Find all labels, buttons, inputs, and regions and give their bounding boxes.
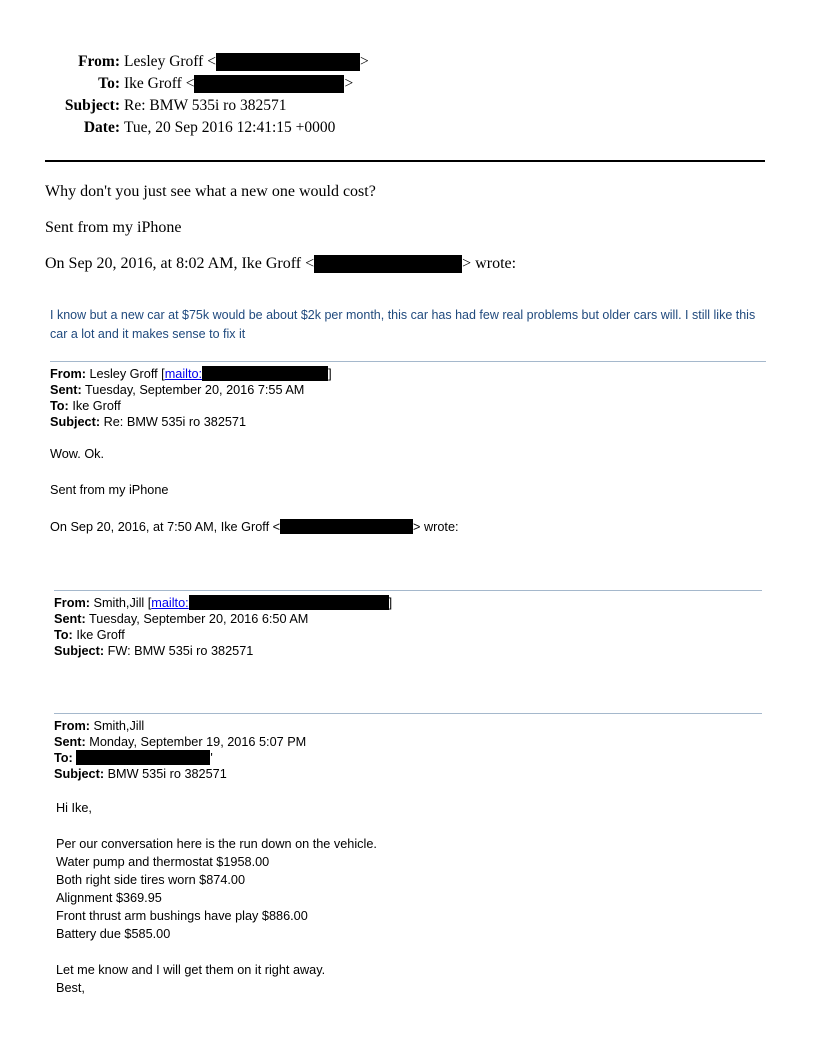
header-date-row bbox=[0, 119, 335, 137]
msg3-header bbox=[54, 595, 392, 659]
msg4-subject: BMW 535i ro 382571 bbox=[107, 767, 227, 781]
msg2-sent-label: Sent: bbox=[50, 383, 82, 397]
msg2-from-close: ] bbox=[328, 367, 332, 381]
msg3-from-name: Smith,Jill [ bbox=[93, 596, 152, 610]
msg4-closing-2: Best, bbox=[56, 981, 85, 995]
reply-quote-prefix: On Sep 20, 2016, at 8:02 AM, Ike Groff < bbox=[45, 255, 315, 272]
msg4-line: Water pump and thermostat $1958.00 bbox=[56, 855, 270, 869]
redacted-email bbox=[189, 595, 389, 610]
msg2-subject: Re: BMW 535i ro 382571 bbox=[103, 415, 247, 429]
header-subject-label: Subject: bbox=[64, 97, 120, 114]
message-divider bbox=[54, 590, 762, 591]
msg3-to: Ike Groff bbox=[76, 628, 125, 642]
msg3-to-label: To: bbox=[54, 628, 73, 642]
msg2-header bbox=[50, 366, 332, 430]
redacted-email bbox=[216, 53, 360, 71]
msg4-sent: Monday, September 19, 2016 5:07 PM bbox=[89, 735, 307, 749]
header-from-row bbox=[0, 53, 369, 71]
msg3-sent: Tuesday, September 20, 2016 6:50 AM bbox=[89, 612, 309, 626]
msg4-from-name: Smith,Jill bbox=[93, 719, 145, 733]
header-subject: Re: BMW 535i ro 382571 bbox=[124, 97, 287, 114]
msg2-quote-prefix: On Sep 20, 2016, at 7:50 AM, Ike Groff < bbox=[50, 520, 281, 534]
header-to-end: > bbox=[344, 75, 354, 92]
msg2-sent: Tuesday, September 20, 2016 7:55 AM bbox=[85, 383, 305, 397]
msg4-body bbox=[56, 835, 377, 943]
redacted-email bbox=[280, 519, 413, 534]
msg4-greeting: Hi Ike, bbox=[56, 801, 92, 815]
header-subject-row bbox=[0, 97, 286, 115]
msg2-from-row bbox=[50, 366, 332, 382]
msg2-from-label: From: bbox=[50, 367, 86, 381]
header-from-end: > bbox=[359, 53, 369, 70]
msg2-body-2: Sent from my iPhone bbox=[50, 483, 169, 497]
msg4-from-row bbox=[54, 718, 306, 734]
msg4-to-row bbox=[54, 750, 306, 766]
msg4-to-tail: ' bbox=[210, 751, 213, 765]
header-to-label: To: bbox=[98, 75, 120, 92]
header-from-label: From: bbox=[78, 53, 120, 70]
msg4-line: Alignment $369.95 bbox=[56, 891, 162, 905]
msg3-sent-row bbox=[54, 611, 392, 627]
msg4-from-label: From: bbox=[54, 719, 90, 733]
reply-quote-suffix: > wrote: bbox=[462, 255, 517, 272]
msg3-mailto-link[interactable]: mailto: bbox=[151, 596, 189, 610]
message-divider bbox=[54, 713, 762, 714]
msg4-closing bbox=[56, 961, 325, 997]
msg4-closing-1: Let me know and I will get them on it right away. bbox=[56, 963, 326, 977]
msg2-body-1: Wow. Ok. bbox=[50, 447, 105, 461]
msg2-from-name: Lesley Groff [ bbox=[89, 367, 165, 381]
reply-quote-line bbox=[45, 255, 516, 273]
msg3-from-row bbox=[54, 595, 392, 611]
header-to-name: Ike Groff < bbox=[124, 75, 195, 92]
msg3-subject-row bbox=[54, 643, 392, 659]
header-divider bbox=[45, 160, 765, 162]
msg4-subject-label: Subject: bbox=[54, 767, 105, 781]
reply-line-1: Why don't you just see what a new one would cost? bbox=[45, 183, 376, 200]
header-date: Tue, 20 Sep 2016 12:41:15 +0000 bbox=[124, 119, 336, 136]
msg4-to-label: To: bbox=[54, 751, 73, 765]
msg2-mailto-link[interactable]: mailto: bbox=[164, 367, 203, 381]
msg2-to-row bbox=[50, 398, 332, 414]
msg3-from-label: From: bbox=[54, 596, 90, 610]
ike-note: I know but a new car at $75k would be about $2k per month, this car has had few real problems but older cars will. I still like this car a lot and it makes sense to fix it bbox=[50, 308, 756, 341]
redacted-email bbox=[76, 750, 213, 765]
msg4-line: Both right side tires worn $874.00 bbox=[56, 873, 246, 887]
reply-line-2: Sent from my iPhone bbox=[45, 219, 182, 236]
msg4-sent-label: Sent: bbox=[54, 735, 86, 749]
msg4-line: Front thrust arm bushings have play $886.00 bbox=[56, 909, 308, 923]
msg2-sent-row bbox=[50, 382, 332, 398]
redacted-email bbox=[314, 255, 462, 273]
msg4-line: Battery due $585.00 bbox=[56, 927, 171, 941]
message-divider bbox=[50, 361, 766, 362]
header-to-row bbox=[0, 75, 353, 93]
msg2-quote-line bbox=[50, 519, 459, 534]
msg3-subject-label: Subject: bbox=[54, 644, 105, 658]
msg3-subject: FW: BMW 535i ro 382571 bbox=[107, 644, 254, 658]
msg2-subject-row bbox=[50, 414, 332, 430]
msg3-to-row bbox=[54, 627, 392, 643]
msg2-quote-suffix: > wrote: bbox=[413, 520, 459, 534]
redacted-email bbox=[194, 75, 344, 93]
msg4-header bbox=[54, 718, 306, 782]
msg4-sent-row bbox=[54, 734, 306, 750]
header-from-name: Lesley Groff < bbox=[124, 53, 216, 70]
msg3-from-close: ] bbox=[388, 596, 393, 610]
msg2-to-label: To: bbox=[50, 399, 69, 413]
msg4-subject-row bbox=[54, 766, 306, 782]
header-date-label: Date: bbox=[83, 119, 120, 136]
msg2-subject-label: Subject: bbox=[50, 415, 101, 429]
redacted-email bbox=[202, 366, 328, 381]
msg3-sent-label: Sent: bbox=[54, 612, 86, 626]
msg2-to: Ike Groff bbox=[72, 399, 121, 413]
msg4-line: Per our conversation here is the run down on the vehicle. bbox=[56, 837, 377, 851]
